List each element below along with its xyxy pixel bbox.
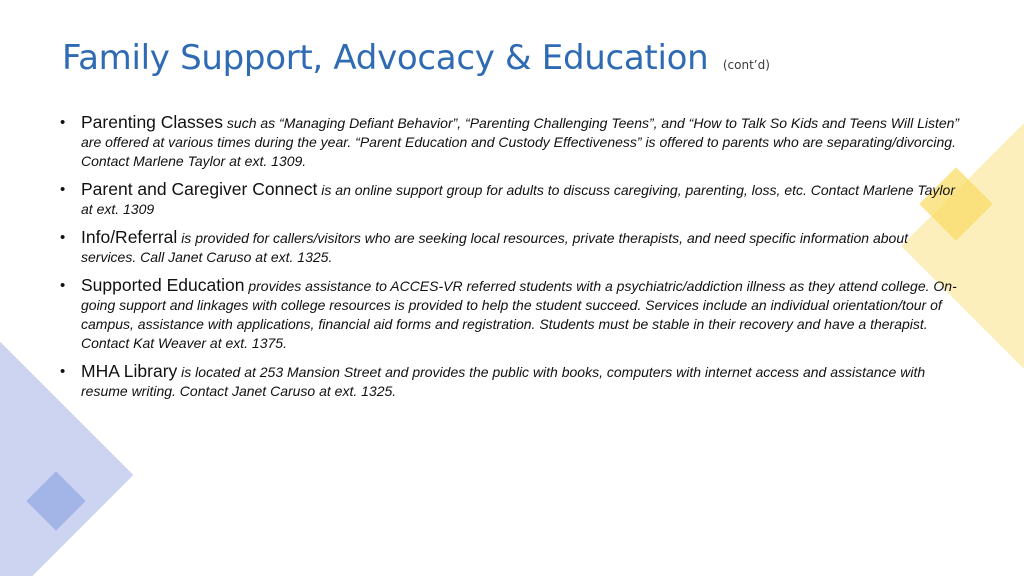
bullet-heading: Parenting Classes bbox=[81, 112, 224, 132]
bullet-item-parent-caregiver-connect bbox=[60, 179, 966, 219]
bullet-description: provides assistance to ACCES-VR referred students with a psychiatric/addiction illness as they attend college. On-going support and linkages with college resources is provided to help the student succeed. Services include an individual orientation/tour of campus, assistance with applications, financial aid forms and registration. Students must be stable in their recovery and have a therapist. Contact Kat Weaver at ext. 1375. bbox=[81, 278, 957, 351]
bullet-description: is provided for callers/visitors who are seeking local resources, private therapists, and need specific information about services. Call Janet Caruso at ext. 1325. bbox=[81, 230, 908, 265]
slide-title-text: Family Support, Advocacy & Education bbox=[62, 38, 709, 78]
bullet-item-info-referral bbox=[60, 227, 966, 267]
bullet-dot-icon: • bbox=[60, 229, 66, 246]
bullet-dot-icon: • bbox=[60, 277, 66, 294]
bullet-dot-icon: • bbox=[60, 363, 66, 380]
bullet-list bbox=[60, 112, 966, 410]
bullet-item-supported-education bbox=[60, 275, 966, 353]
bullet-dot-icon: • bbox=[60, 114, 66, 131]
bullet-heading: Info/Referral bbox=[81, 227, 178, 247]
bullet-description: is an online support group for adults to discuss caregiving, parenting, loss, etc. Contact Marlene Taylor at ext. 1309 bbox=[81, 182, 955, 217]
bullet-heading: MHA Library bbox=[81, 361, 178, 381]
slide-title bbox=[62, 38, 770, 78]
bullet-item-parenting-classes bbox=[60, 112, 966, 171]
bullet-item-mha-library bbox=[60, 361, 966, 401]
slide-title-suffix: (cont’d) bbox=[722, 58, 770, 72]
bullet-description: such as “Managing Defiant Behavior”, “Parenting Challenging Teens”, and “How to Talk So Kids and Teens Will Listen” are offered at various times during the year. “Parent Education and Custody Effectiveness” is offered to parents who are separating/divorcing. Contact Marlene Taylor at ext. 1309. bbox=[81, 115, 960, 169]
bullet-dot-icon: • bbox=[60, 181, 66, 198]
bullet-heading: Supported Education bbox=[81, 275, 245, 295]
bullet-description: is located at 253 Mansion Street and provides the public with books, computers with internet access and assistance with resume writing. Contact Janet Caruso at ext. 1325. bbox=[81, 364, 926, 399]
bullet-heading: Parent and Caregiver Connect bbox=[81, 179, 318, 199]
